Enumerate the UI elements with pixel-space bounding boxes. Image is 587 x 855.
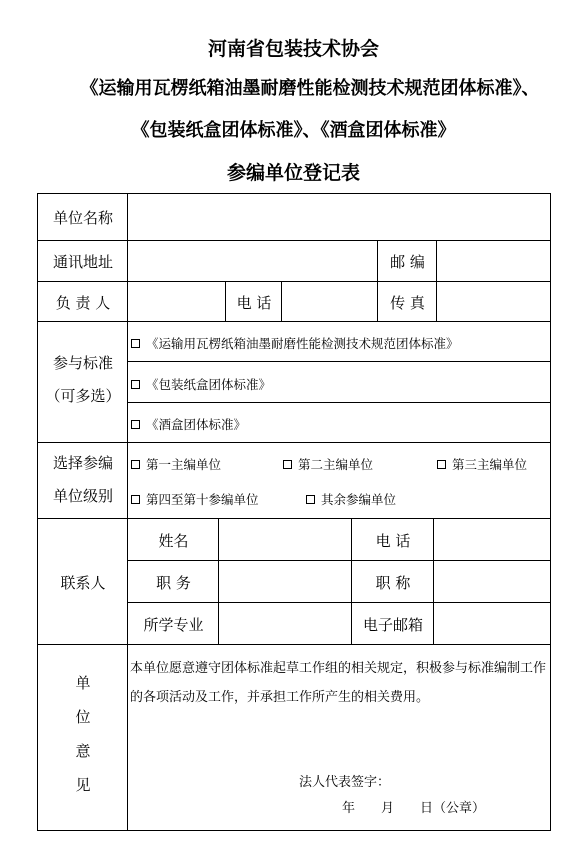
standard-option-label: 《包装纸盒团体标准》: [146, 377, 272, 392]
date-seal: 年 月 日（公章）: [342, 801, 486, 816]
email-field[interactable]: [434, 603, 550, 645]
level-option[interactable]: [131, 455, 221, 473]
standard-option-label: 《酒盒团体标准》: [146, 417, 247, 432]
postcode-label: 邮 编: [390, 253, 425, 271]
checkbox[interactable]: [131, 339, 140, 348]
standards-label-note: （可多选）: [45, 387, 121, 405]
address-label: 通讯地址: [52, 253, 113, 271]
checkbox[interactable]: [437, 460, 446, 469]
standard-title-line: 《运输用瓦楞纸箱油墨耐磨性能检测技术规范团体标准》、: [80, 78, 540, 99]
opinion-char: 意: [75, 742, 91, 760]
duty-label: 职 务: [156, 573, 191, 592]
checkbox[interactable]: [306, 495, 315, 504]
opinion-statement: 本单位愿意遵守团体标准起草工作组的相关规定，积极参与标准编制工作的各项活动及工作，并承担工作所产生的相关费用。: [130, 661, 547, 705]
major-label: 所学专业: [143, 615, 204, 634]
level-option-label: 第一主编单位: [146, 457, 222, 472]
level-option-label: 第三主编单位: [452, 457, 528, 472]
opinion-char: 位: [75, 708, 91, 726]
opinion-label: [38, 672, 128, 795]
fax-field[interactable]: [437, 282, 550, 322]
standards-label-line: 参与标准: [52, 354, 113, 372]
level-label: [38, 452, 128, 506]
unit-name-field[interactable]: [128, 194, 550, 241]
job-title-label: 职 称: [375, 573, 411, 592]
standard-option[interactable]: [131, 334, 459, 352]
opinion-char: 见: [75, 776, 91, 794]
level-label-line-2: 单位级别: [52, 487, 113, 505]
checkbox[interactable]: [131, 495, 140, 504]
contact-phone-label: 电 话: [375, 531, 411, 550]
fax-label: 传 真: [390, 293, 425, 312]
postcode-field[interactable]: [437, 241, 550, 282]
unit-name-label: 单位名称: [52, 209, 113, 227]
person-in-charge-label: 负 责 人: [55, 293, 111, 312]
level-option[interactable]: [437, 455, 527, 473]
level-option-label: 其余参编单位: [321, 492, 397, 507]
duty-field[interactable]: [219, 561, 352, 603]
job-title-field[interactable]: [434, 561, 550, 603]
standard-option[interactable]: [131, 415, 246, 433]
level-option[interactable]: [283, 455, 373, 473]
level-option[interactable]: [131, 490, 259, 508]
standards-label: [38, 352, 128, 406]
checkbox[interactable]: [131, 420, 140, 429]
person-in-charge-field[interactable]: [128, 282, 226, 322]
contact-phone-field[interactable]: [434, 519, 550, 561]
standard-option[interactable]: [131, 375, 271, 393]
phone-field[interactable]: [282, 282, 378, 322]
level-option[interactable]: [306, 490, 396, 508]
level-label-line: 选择参编: [52, 454, 113, 472]
form-title: 参编单位登记表: [226, 162, 360, 184]
org-title: 河南省包装技术协会: [207, 38, 379, 60]
level-option-label: 第四至第十参编单位: [146, 492, 259, 507]
checkbox[interactable]: [131, 460, 140, 469]
phone-label: 电 话: [236, 293, 272, 312]
opinion-char: 单: [75, 674, 91, 692]
standard-option-label: 《运输用瓦楞纸箱油墨耐磨性能检测技术规范团体标准》: [146, 336, 459, 351]
contact-name-field[interactable]: [219, 519, 352, 561]
address-field[interactable]: [128, 241, 378, 282]
checkbox[interactable]: [131, 380, 140, 389]
level-option-label: 第二主编单位: [298, 457, 374, 472]
major-field[interactable]: [219, 603, 352, 645]
contact-name-label: 姓名: [158, 531, 189, 550]
contact-label: 联系人: [60, 573, 106, 592]
checkbox[interactable]: [283, 460, 292, 469]
legal-rep-signature: 法人代表签字：: [299, 775, 391, 790]
standard-title-line-2: 《包装纸盒团体标准》、《酒盒团体标准》: [131, 120, 456, 141]
email-label: 电子邮箱: [362, 615, 423, 634]
